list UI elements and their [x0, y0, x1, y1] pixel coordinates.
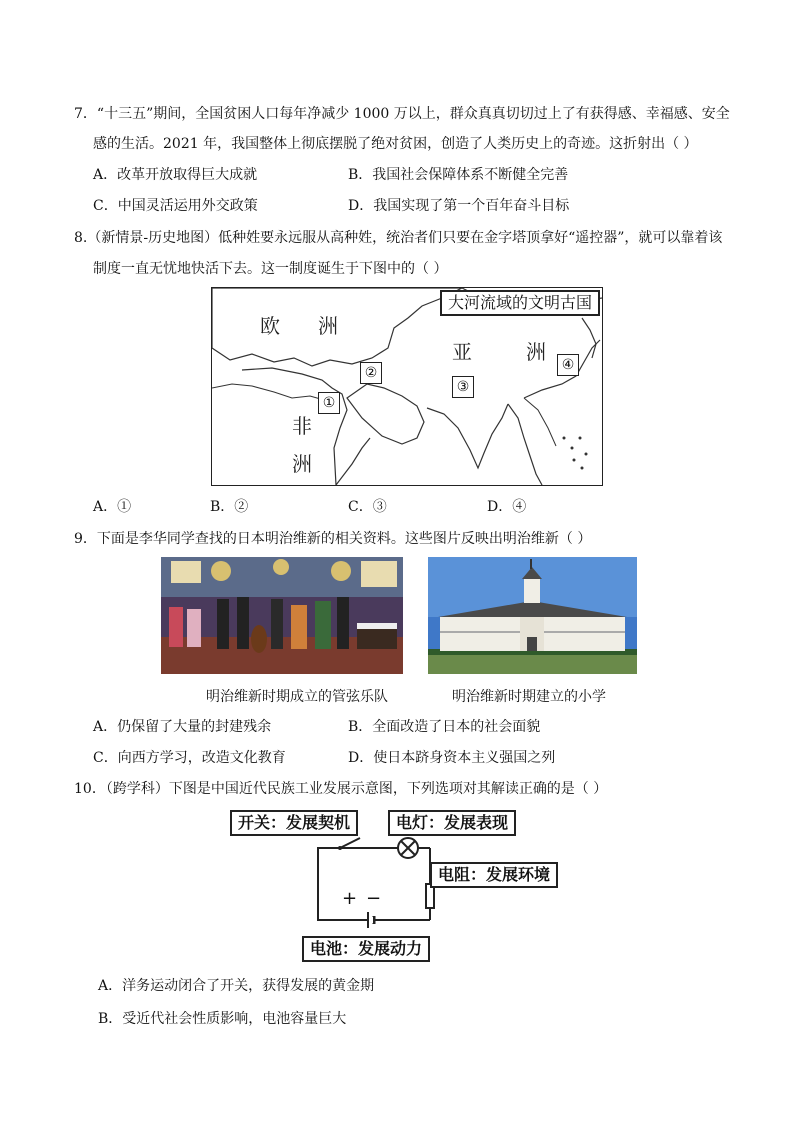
q8-option-d[interactable]: D．④: [487, 499, 527, 515]
battery-label: 电池：发展动力: [302, 936, 430, 962]
map-label-africa-2: 洲: [292, 452, 312, 476]
q9-option-d[interactable]: D．使日本跻身资本主义强国之列: [348, 750, 556, 766]
map-marker-4: ④: [557, 354, 579, 376]
q10-option-b[interactable]: B．受近代社会性质影响，电池容量巨大: [98, 1011, 347, 1027]
q7-stem-line1: 7．“十三五”期间，全国贫困人口每年净减少 1000 万以上，群众真真切切过上了有获得感、幸福感、安全: [74, 106, 730, 122]
q8-stem-line1: 8.（新情景-历史地图）低种姓要永远服从高种姓，统治者们只要在金字塔顶拿好“遥控器”，就可以靠着该: [74, 230, 723, 246]
map-marker-3: ③: [452, 376, 474, 398]
school-image: [428, 557, 637, 674]
map-marker-1: ①: [318, 392, 340, 414]
q10-option-a[interactable]: A．洋务运动闭合了开关，获得发展的黄金期: [98, 978, 375, 994]
q9-option-c[interactable]: C．向西方学习，改造文化教育: [93, 750, 286, 766]
q7-stem-line2: 感的生活。2021 年，我国整体上彻底摆脱了绝对贫困，创造了人类历史上的奇迹。这折射出（ ）: [93, 136, 698, 152]
circuit-diagram: [230, 808, 590, 966]
resistor-label: 电阻：发展环境: [430, 862, 558, 888]
q7-option-a[interactable]: A．改革开放取得巨大成就: [93, 167, 258, 183]
map-label-africa-1: 非: [292, 414, 312, 438]
q7-option-d[interactable]: D．我国实现了第一个百年奋斗目标: [348, 198, 570, 214]
map-label-europe-2: 洲: [318, 314, 338, 338]
battery-minus-sign: −: [366, 888, 382, 909]
school-caption: 明治维新时期建立的小学: [452, 689, 606, 705]
q9-stem: 9．下面是李华同学查找的日本明治维新的相关资料。这些图片反映出明治维新（ ）: [74, 531, 592, 547]
map-label-asia-1: 亚: [452, 340, 472, 364]
battery-plus-sign: +: [342, 888, 358, 909]
q10-stem: 10．（跨学科）下图是中国近代民族工业发展示意图，下列选项对其解读正确的是（ ）: [74, 781, 608, 797]
q9-option-b[interactable]: B．全面改造了日本的社会面貌: [348, 719, 541, 735]
orchestra-caption: 明治维新时期成立的管弦乐队: [206, 689, 388, 705]
lamp-label: 电灯：发展表现: [388, 810, 516, 836]
q8-option-c[interactable]: C．③: [348, 499, 387, 515]
q9-option-a[interactable]: A．仍保留了大量的封建残余: [93, 719, 272, 735]
map-title: 大河流域的文明古国: [440, 290, 600, 316]
map-marker-2: ②: [360, 362, 382, 384]
q8-stem-line2: 制度一直无忧地快活下去。这一制度诞生于下图中的（ ）: [93, 261, 448, 277]
map-label-europe-1: 欧: [260, 314, 280, 338]
q7-option-b[interactable]: B．我国社会保障体系不断健全完善: [348, 167, 569, 183]
orchestra-image: [161, 557, 403, 674]
civilization-map: [211, 287, 603, 486]
switch-label: 开关：发展契机: [230, 810, 358, 836]
map-label-asia-2: 洲: [526, 340, 546, 364]
q7-option-c[interactable]: C．中国灵活运用外交政策: [93, 198, 258, 214]
q8-option-b[interactable]: B．②: [210, 499, 249, 515]
q8-option-a[interactable]: A．①: [93, 499, 132, 515]
